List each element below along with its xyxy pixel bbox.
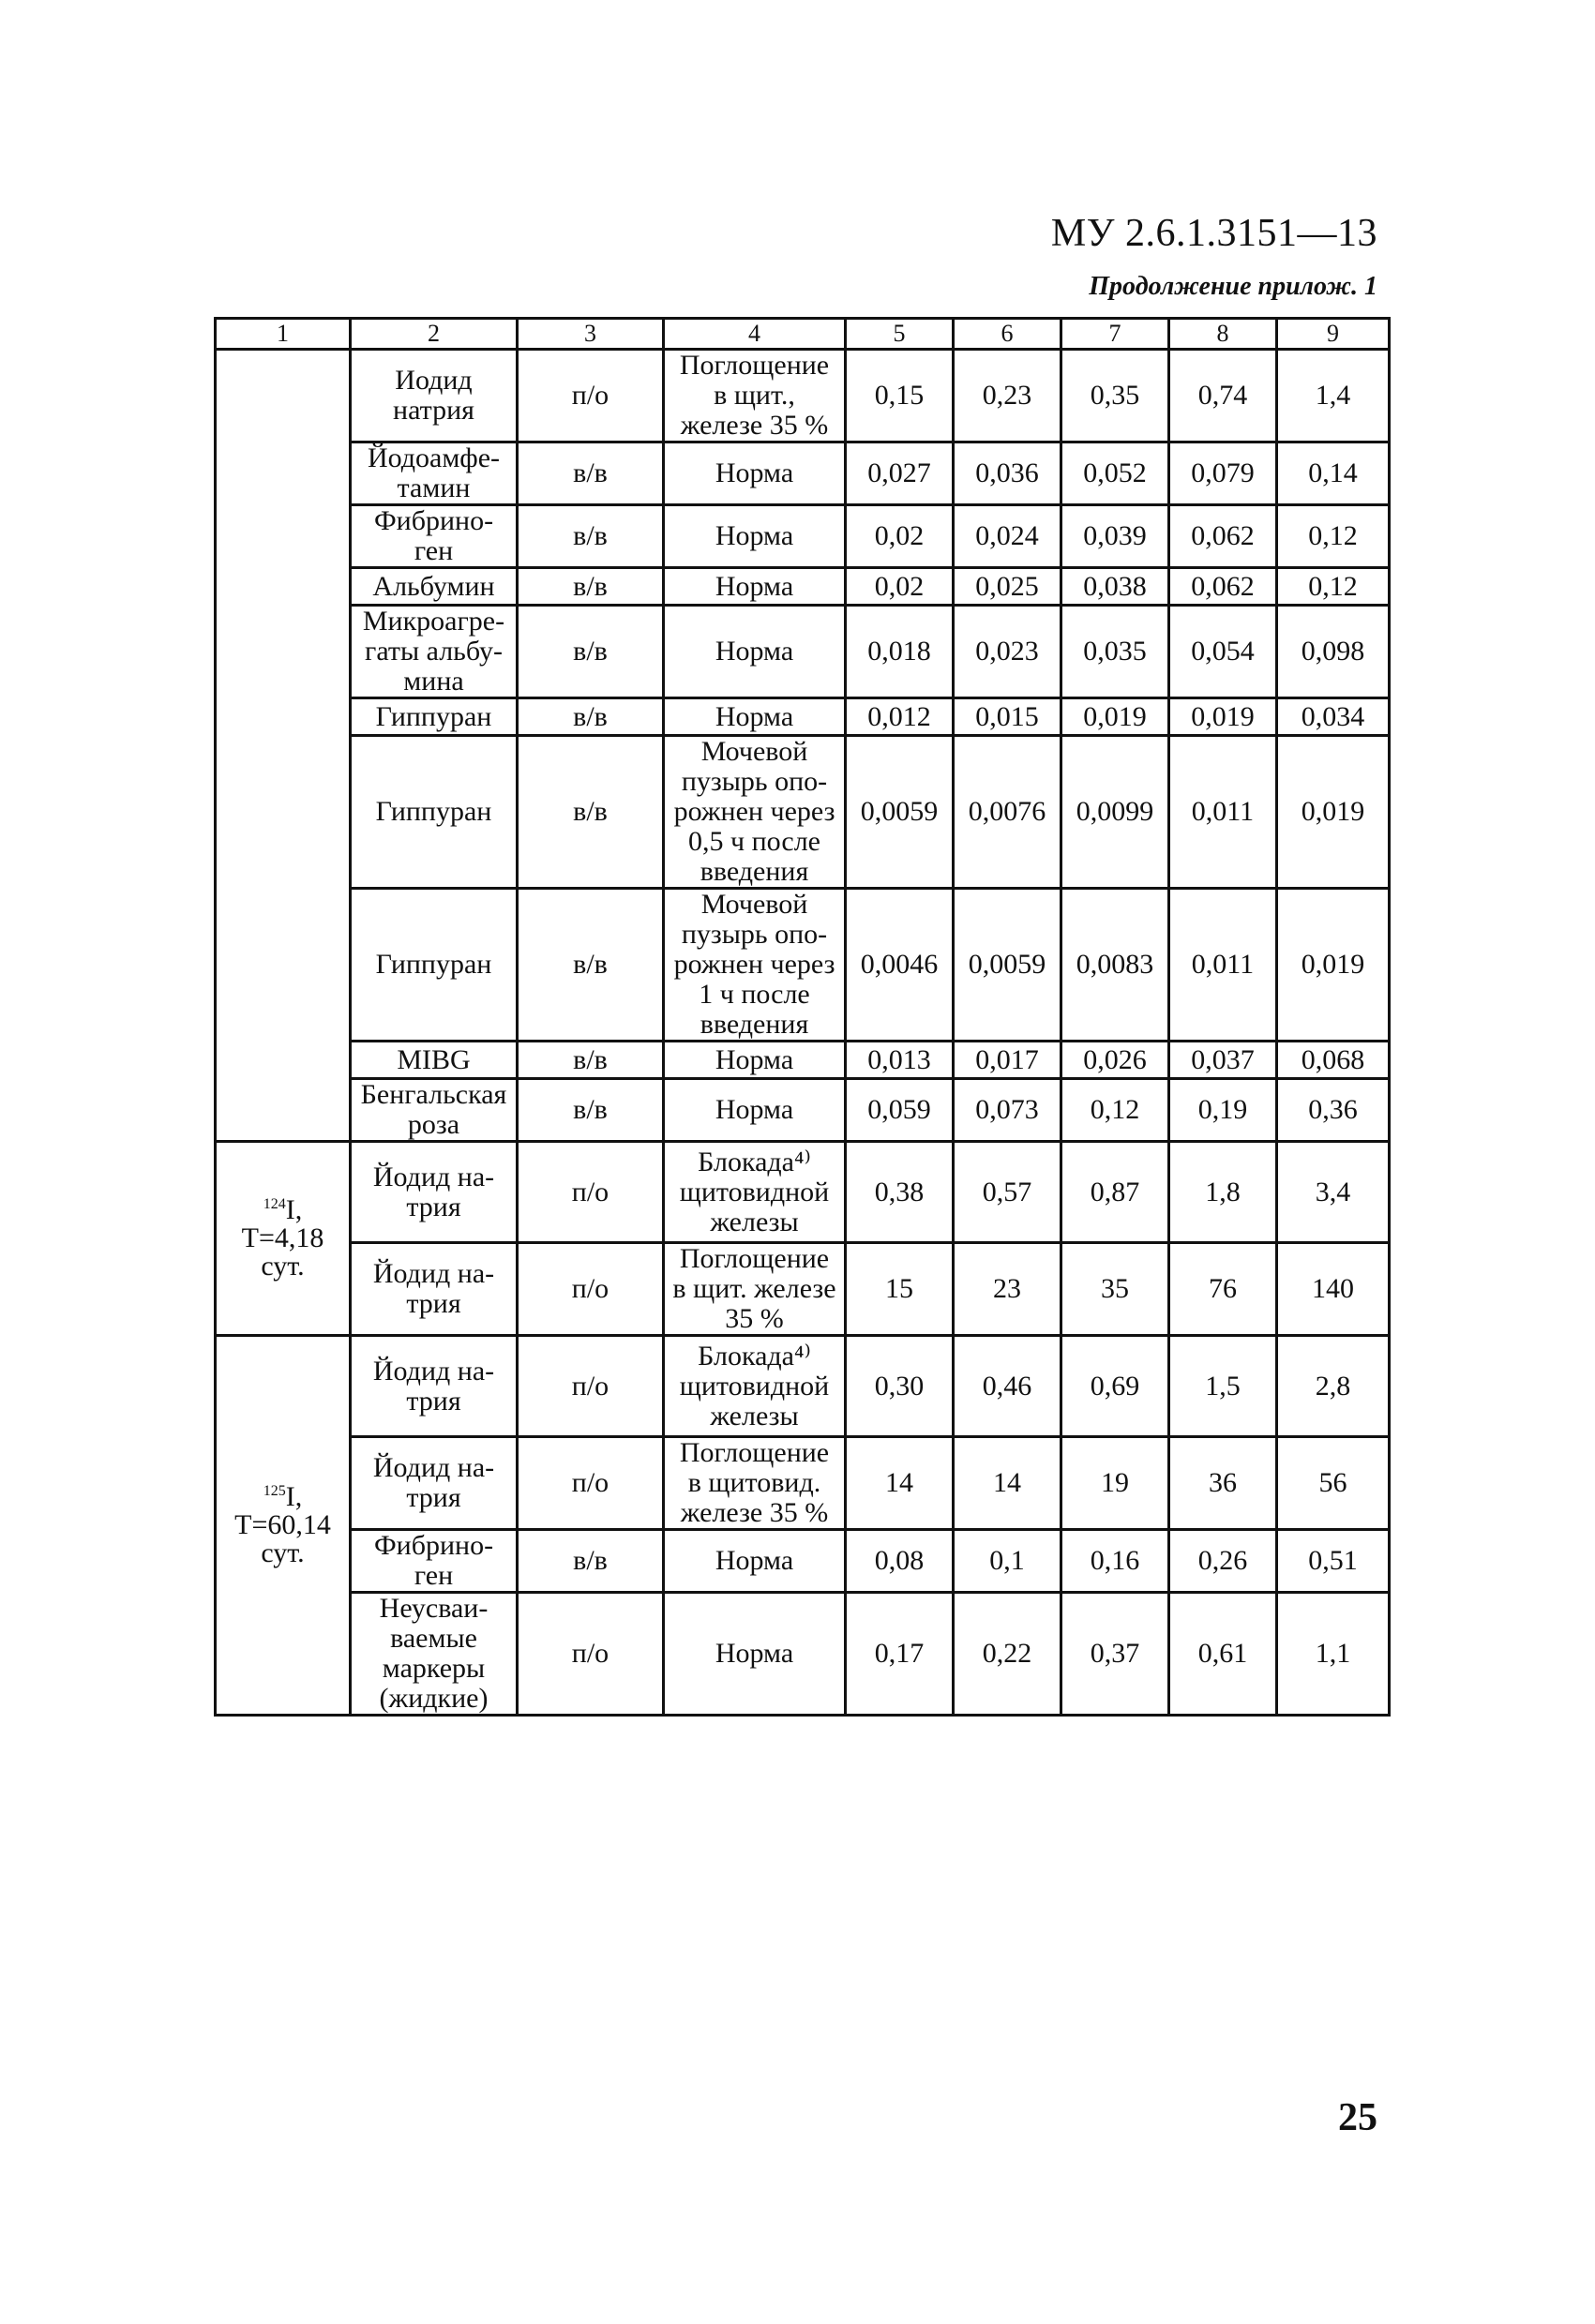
column-number: 8 bbox=[1169, 319, 1277, 350]
value-cell: 36 bbox=[1169, 1437, 1277, 1530]
value-cell: 0,87 bbox=[1061, 1142, 1169, 1243]
substance-cell: Йодид на- трия bbox=[351, 1437, 518, 1530]
substance-cell: Неусваи- ваемые маркеры (жидкие) bbox=[351, 1593, 518, 1716]
route-cell: п/о bbox=[518, 1593, 664, 1716]
substance-cell: Фибрино- ген bbox=[351, 505, 518, 568]
table-row bbox=[216, 606, 1390, 698]
isotope-label: I, T=4,18 сут. bbox=[241, 1194, 324, 1282]
condition-cell: Норма bbox=[664, 568, 846, 606]
column-number: 2 bbox=[351, 319, 518, 350]
value-cell: 0,052 bbox=[1061, 442, 1169, 505]
substance-cell: Йодоамфе- тамин bbox=[351, 442, 518, 505]
substance-cell: Иодид натрия bbox=[351, 350, 518, 442]
column-number: 4 bbox=[664, 319, 846, 350]
table-row bbox=[216, 1530, 1390, 1593]
page-number: 25 bbox=[1338, 2096, 1377, 2139]
value-cell: 0,37 bbox=[1061, 1593, 1169, 1716]
route-cell: в/в bbox=[518, 505, 664, 568]
value-cell: 0,024 bbox=[954, 505, 1061, 568]
isotope-label: I, T=60,14 сут. bbox=[234, 1481, 331, 1568]
value-cell: 0,46 bbox=[954, 1336, 1061, 1437]
column-number: 6 bbox=[954, 319, 1061, 350]
substance-cell: Гиппуран bbox=[351, 889, 518, 1042]
route-cell: п/о bbox=[518, 1142, 664, 1243]
condition-cell: Поглощение в щит. железе 35 % bbox=[664, 1243, 846, 1336]
condition-cell: Поглощение в щит., железе 35 % bbox=[664, 350, 846, 442]
value-cell: 0,12 bbox=[1061, 1079, 1169, 1142]
value-cell: 0,027 bbox=[846, 442, 954, 505]
value-cell: 0,073 bbox=[954, 1079, 1061, 1142]
value-cell: 0,16 bbox=[1061, 1530, 1169, 1593]
substance-cell: Йодид на- трия bbox=[351, 1336, 518, 1437]
substance-cell: Йодид на- трия bbox=[351, 1243, 518, 1336]
condition-cell: Норма bbox=[664, 606, 846, 698]
route-cell: в/в bbox=[518, 1530, 664, 1593]
condition-cell: Блокада⁴⁾ щитовидной железы bbox=[664, 1142, 846, 1243]
value-cell: 0,61 bbox=[1169, 1593, 1277, 1716]
table-row bbox=[216, 1243, 1390, 1336]
value-cell: 0,023 bbox=[954, 606, 1061, 698]
condition-cell: Норма bbox=[664, 1593, 846, 1716]
value-cell: 0,08 bbox=[846, 1530, 954, 1593]
value-cell: 1,4 bbox=[1277, 350, 1390, 442]
table-row bbox=[216, 350, 1390, 442]
value-cell: 0,02 bbox=[846, 568, 954, 606]
value-cell: 0,079 bbox=[1169, 442, 1277, 505]
value-cell: 0,1 bbox=[954, 1530, 1061, 1593]
value-cell: 0,22 bbox=[954, 1593, 1061, 1716]
value-cell: 0,038 bbox=[1061, 568, 1169, 606]
data-table bbox=[214, 317, 1391, 1717]
value-cell: 0,015 bbox=[954, 698, 1061, 736]
isotope-cell bbox=[216, 1142, 351, 1336]
table-row bbox=[216, 1437, 1390, 1530]
value-cell: 0,017 bbox=[954, 1042, 1061, 1079]
value-cell: 0,035 bbox=[1061, 606, 1169, 698]
condition-cell: Норма bbox=[664, 698, 846, 736]
table-row bbox=[216, 1079, 1390, 1142]
substance-cell: Бенгальская роза bbox=[351, 1079, 518, 1142]
value-cell: 0,026 bbox=[1061, 1042, 1169, 1079]
value-cell: 0,039 bbox=[1061, 505, 1169, 568]
route-cell: в/в bbox=[518, 889, 664, 1042]
value-cell: 0,19 bbox=[1169, 1079, 1277, 1142]
substance-cell: Йодид на- трия bbox=[351, 1142, 518, 1243]
route-cell: в/в bbox=[518, 1079, 664, 1142]
value-cell: 0,0059 bbox=[954, 889, 1061, 1042]
value-cell: 0,12 bbox=[1277, 568, 1390, 606]
column-number: 7 bbox=[1061, 319, 1169, 350]
substance-cell: Гиппуран bbox=[351, 736, 518, 889]
value-cell: 35 bbox=[1061, 1243, 1169, 1336]
substance-cell: MIBG bbox=[351, 1042, 518, 1079]
value-cell: 0,26 bbox=[1169, 1530, 1277, 1593]
column-number: 1 bbox=[216, 319, 351, 350]
value-cell: 0,019 bbox=[1169, 698, 1277, 736]
value-cell: 0,068 bbox=[1277, 1042, 1390, 1079]
table-row bbox=[216, 698, 1390, 736]
value-cell: 0,019 bbox=[1277, 889, 1390, 1042]
value-cell: 0,012 bbox=[846, 698, 954, 736]
value-cell: 0,0083 bbox=[1061, 889, 1169, 1042]
value-cell: 23 bbox=[954, 1243, 1061, 1336]
value-cell: 1,5 bbox=[1169, 1336, 1277, 1437]
value-cell: 3,4 bbox=[1277, 1142, 1390, 1243]
route-cell: в/в bbox=[518, 606, 664, 698]
condition-cell: Норма bbox=[664, 505, 846, 568]
condition-cell: Норма bbox=[664, 1530, 846, 1593]
condition-cell: Норма bbox=[664, 1079, 846, 1142]
value-cell: 0,011 bbox=[1169, 889, 1277, 1042]
value-cell: 0,034 bbox=[1277, 698, 1390, 736]
value-cell: 0,036 bbox=[954, 442, 1061, 505]
substance-cell: Микроагре- гаты альбу- мина bbox=[351, 606, 518, 698]
table-row bbox=[216, 1593, 1390, 1716]
isotope-mass-number: 125 bbox=[263, 1483, 286, 1499]
value-cell: 0,0076 bbox=[954, 736, 1061, 889]
value-cell: 0,38 bbox=[846, 1142, 954, 1243]
value-cell: 1,8 bbox=[1169, 1142, 1277, 1243]
condition-cell: Норма bbox=[664, 1042, 846, 1079]
value-cell: 0,15 bbox=[846, 350, 954, 442]
value-cell: 0,054 bbox=[1169, 606, 1277, 698]
condition-cell: Норма bbox=[664, 442, 846, 505]
route-cell: п/о bbox=[518, 1437, 664, 1530]
condition-cell: Мочевой пузырь опо- рожнен через 0,5 ч после введения bbox=[664, 736, 846, 889]
value-cell: 0,018 bbox=[846, 606, 954, 698]
column-number: 3 bbox=[518, 319, 664, 350]
substance-cell: Альбумин bbox=[351, 568, 518, 606]
value-cell: 0,037 bbox=[1169, 1042, 1277, 1079]
document-code: МУ 2.6.1.3151—13 bbox=[1050, 212, 1377, 255]
value-cell: 0,059 bbox=[846, 1079, 954, 1142]
value-cell: 0,019 bbox=[1277, 736, 1390, 889]
isotope-cell bbox=[216, 350, 351, 1142]
value-cell: 0,098 bbox=[1277, 606, 1390, 698]
value-cell: 56 bbox=[1277, 1437, 1390, 1530]
column-number: 9 bbox=[1277, 319, 1390, 350]
isotope-mass-number: 124 bbox=[263, 1196, 286, 1212]
value-cell: 0,51 bbox=[1277, 1530, 1390, 1593]
value-cell: 0,17 bbox=[846, 1593, 954, 1716]
table-row bbox=[216, 889, 1390, 1042]
value-cell: 0,12 bbox=[1277, 505, 1390, 568]
route-cell: п/о bbox=[518, 1243, 664, 1336]
value-cell: 15 bbox=[846, 1243, 954, 1336]
value-cell: 0,23 bbox=[954, 350, 1061, 442]
value-cell: 0,35 bbox=[1061, 350, 1169, 442]
route-cell: в/в bbox=[518, 1042, 664, 1079]
continuation-note: Продолжение прилож. 1 bbox=[1089, 272, 1377, 301]
value-cell: 0,0059 bbox=[846, 736, 954, 889]
table-row bbox=[216, 1142, 1390, 1243]
value-cell: 0,062 bbox=[1169, 505, 1277, 568]
value-cell: 0,36 bbox=[1277, 1079, 1390, 1142]
value-cell: 0,013 bbox=[846, 1042, 954, 1079]
route-cell: в/в bbox=[518, 736, 664, 889]
value-cell: 0,025 bbox=[954, 568, 1061, 606]
table-row bbox=[216, 442, 1390, 505]
value-cell: 0,019 bbox=[1061, 698, 1169, 736]
column-number-row bbox=[216, 319, 1390, 350]
value-cell: 0,02 bbox=[846, 505, 954, 568]
value-cell: 0,14 bbox=[1277, 442, 1390, 505]
value-cell: 76 bbox=[1169, 1243, 1277, 1336]
value-cell: 0,0099 bbox=[1061, 736, 1169, 889]
route-cell: п/о bbox=[518, 350, 664, 442]
value-cell: 0,69 bbox=[1061, 1336, 1169, 1437]
condition-cell: Блокада⁴⁾ щитовидной железы bbox=[664, 1336, 846, 1437]
condition-cell: Мочевой пузырь опо- рожнен через 1 ч после введения bbox=[664, 889, 846, 1042]
value-cell: 140 bbox=[1277, 1243, 1390, 1336]
value-cell: 1,1 bbox=[1277, 1593, 1390, 1716]
value-cell: 14 bbox=[954, 1437, 1061, 1530]
value-cell: 0,57 bbox=[954, 1142, 1061, 1243]
route-cell: п/о bbox=[518, 1336, 664, 1437]
route-cell: в/в bbox=[518, 698, 664, 736]
value-cell: 0,30 bbox=[846, 1336, 954, 1437]
route-cell: в/в bbox=[518, 568, 664, 606]
value-cell: 0,0046 bbox=[846, 889, 954, 1042]
value-cell: 14 bbox=[846, 1437, 954, 1530]
table-row bbox=[216, 505, 1390, 568]
table-row bbox=[216, 736, 1390, 889]
value-cell: 19 bbox=[1061, 1437, 1169, 1530]
substance-cell: Фибрино- ген bbox=[351, 1530, 518, 1593]
value-cell: 0,011 bbox=[1169, 736, 1277, 889]
table-row bbox=[216, 568, 1390, 606]
isotope-cell bbox=[216, 1336, 351, 1716]
value-cell: 0,062 bbox=[1169, 568, 1277, 606]
substance-cell: Гиппуран bbox=[351, 698, 518, 736]
route-cell: в/в bbox=[518, 442, 664, 505]
value-cell: 2,8 bbox=[1277, 1336, 1390, 1437]
condition-cell: Поглощение в щитовид. железе 35 % bbox=[664, 1437, 846, 1530]
column-number: 5 bbox=[846, 319, 954, 350]
value-cell: 0,74 bbox=[1169, 350, 1277, 442]
table-row bbox=[216, 1336, 1390, 1437]
table-row bbox=[216, 1042, 1390, 1079]
